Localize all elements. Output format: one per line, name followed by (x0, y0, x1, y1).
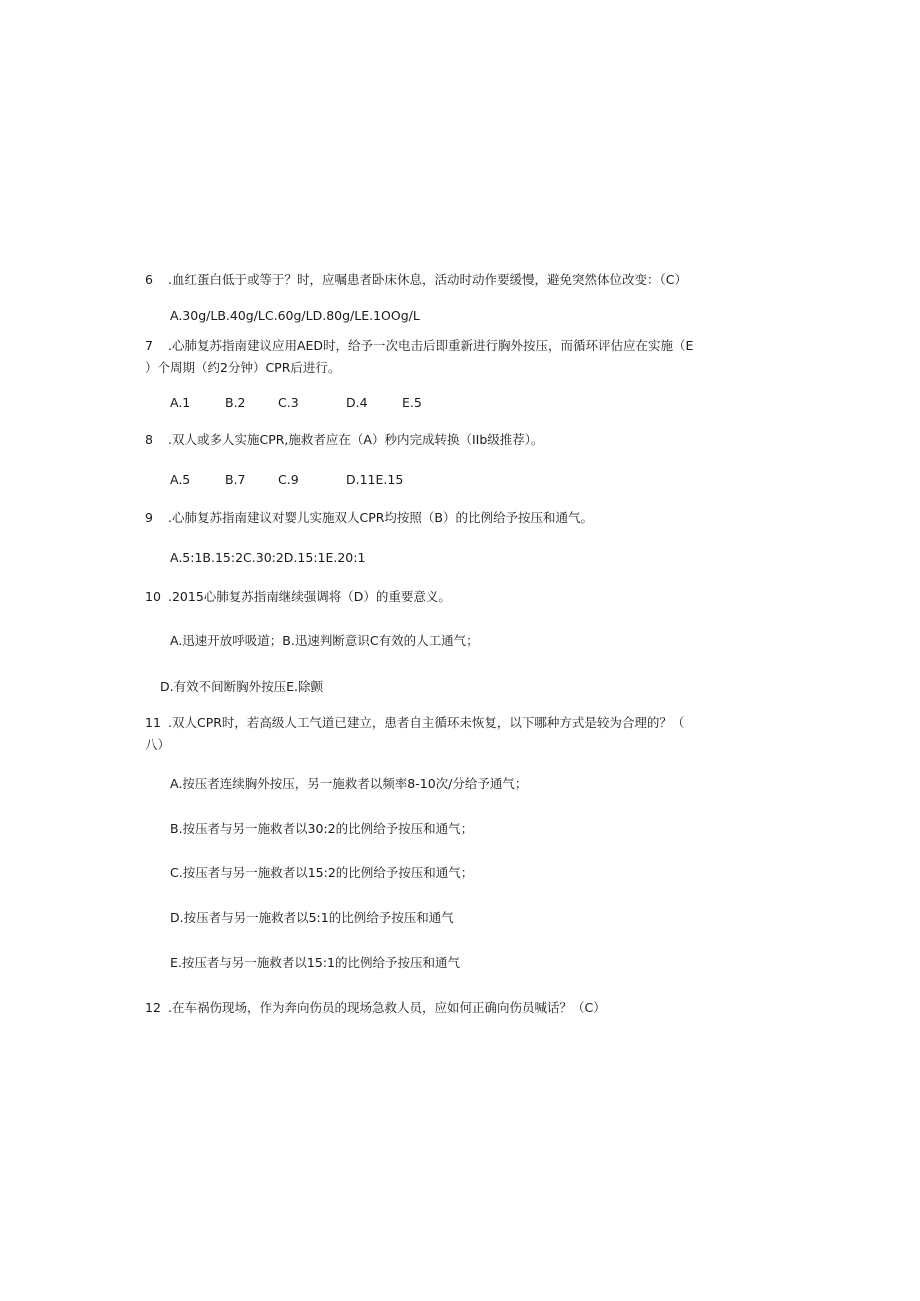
question-7-option-a: A.1 (170, 395, 191, 410)
question-11-text-line2: 八） (145, 737, 171, 752)
question-7-number: 7 (145, 338, 153, 353)
question-8-option-d: D.11E.15 (346, 472, 404, 487)
question-11-option-b: B.按压者与另一施救者以30:2的比例给予按压和通气； (170, 821, 474, 836)
question-8-option-a: A.5 (170, 472, 191, 487)
question-12-text: .在车祸伤现场，作为奔向伤员的现场急救人员，应如何正确向伤员喊话？（C） (168, 1000, 606, 1015)
question-6-options: A.30g∕LB.40g∕LC.60g∕LD.80g∕LE.1OOg∕L (170, 308, 420, 323)
question-6-text: .血红蛋白低于或等于？时，应嘱患者卧床休息，活动时动作要缓慢，避免突然体位改变：（C） (168, 272, 687, 287)
question-7-option-b: B.2 (225, 395, 246, 410)
question-9-number: 9 (145, 510, 153, 525)
question-7-option-e: E.5 (402, 395, 422, 410)
question-10-options-line2: D.有效不间断胸外按压E.除颤 (160, 679, 323, 694)
question-10-number: 10 (145, 589, 161, 604)
question-8-option-c: C.9 (278, 472, 299, 487)
question-7-text-line2: ）个周期（约2分钟）CPR后进行。 (145, 360, 341, 375)
question-7-option-c: C.3 (278, 395, 299, 410)
question-7-text-line1: .心肺复苏指南建议应用AED时，给予一次电击后即重新进行胸外按压，而循环评估应在实施（E (168, 338, 694, 353)
question-8-option-b: B.7 (225, 472, 246, 487)
question-11-number: 11 (145, 715, 161, 730)
question-11-text-line1: .双人CPR时，若高级人工气道已建立，患者自主循环未恢复，以下哪种方式是较为合理的？（ (168, 715, 685, 730)
question-12-number: 12 (145, 1000, 161, 1015)
question-11-option-c: C.按压者与另一施救者以15:2的比例给予按压和通气； (170, 865, 474, 880)
question-6-number: 6 (145, 272, 153, 287)
question-11-option-a: A.按压者连续胸外按压，另一施救者以频率8-10次/分给予通气； (170, 776, 528, 791)
question-11-option-d: D.按压者与另一施救者以5:1的比例给予按压和通气 (170, 910, 454, 925)
question-11-option-e: E.按压者与另一施救者以15:1的比例给予按压和通气 (170, 955, 460, 970)
question-8-text: .双人或多人实施CPR,施救者应在（A）秒内完成转换（IIb级推荐）。 (168, 432, 544, 447)
question-9-text: .心肺复苏指南建议对婴儿实施双人CPR均按照（B）的比例给予按压和通气。 (168, 510, 594, 525)
question-10-text: .2015心肺复苏指南继续强调将（D）的重要意义。 (168, 589, 451, 604)
question-7-option-d: D.4 (346, 395, 368, 410)
question-9-options: A.5:1B.15:2C.30:2D.15:1E.20:1 (170, 550, 366, 565)
question-10-options-line1: A.迅速开放呼吸道；B.迅速判断意识C有效的人工通气； (170, 633, 479, 648)
question-8-number: 8 (145, 432, 153, 447)
